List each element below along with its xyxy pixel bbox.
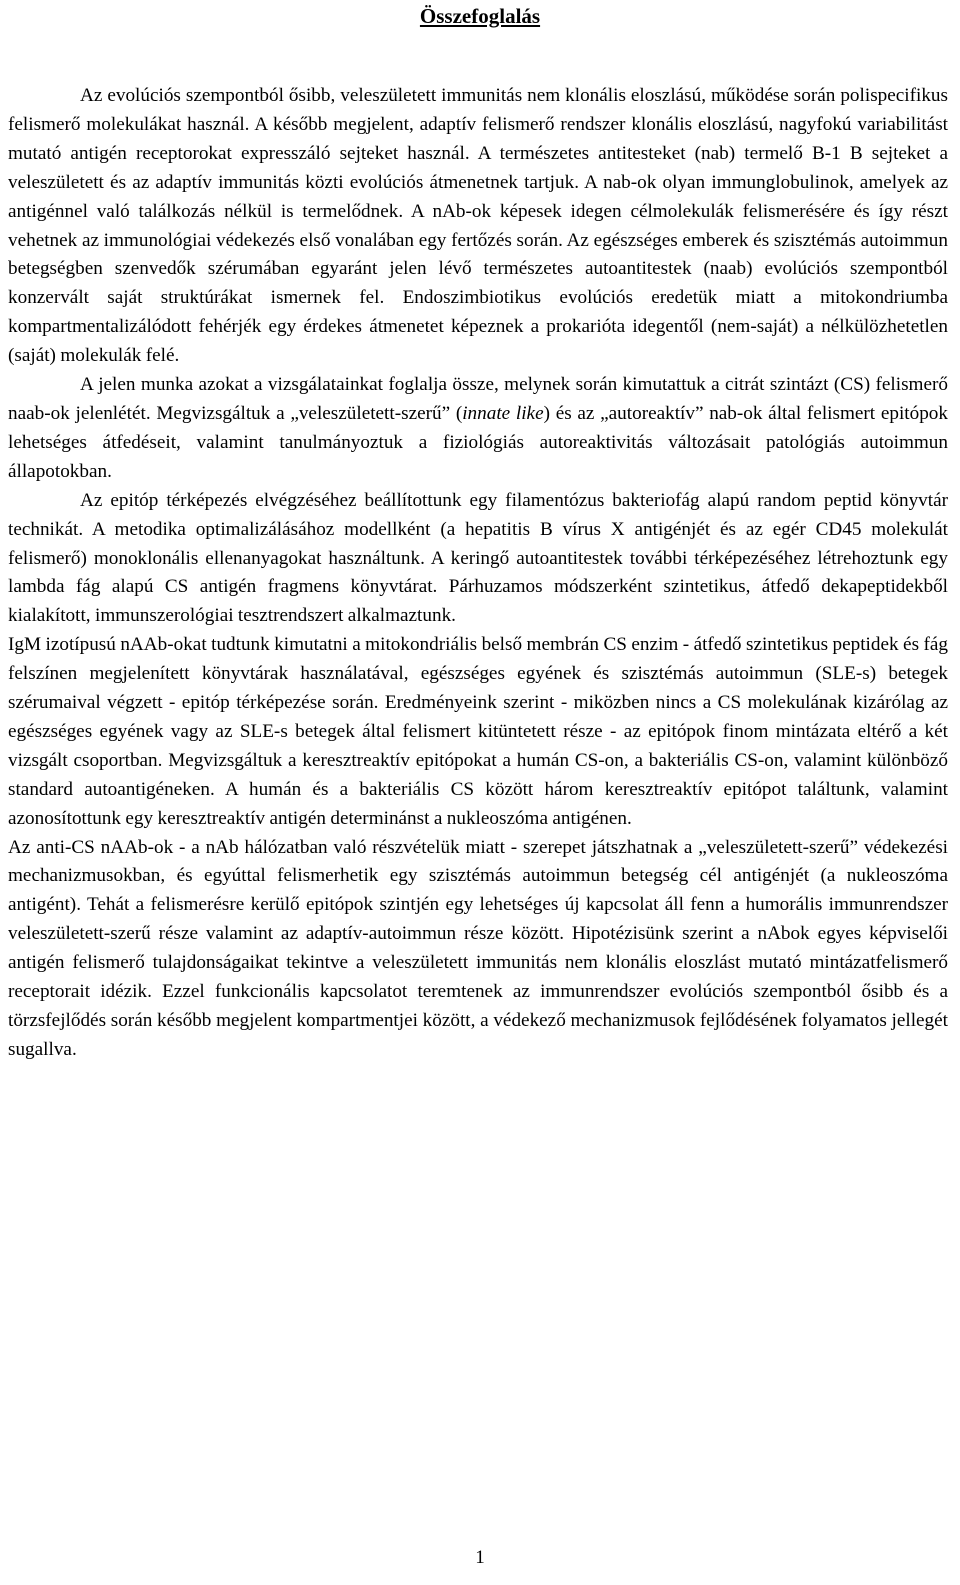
paragraph-5: Az anti-CS nAAb-ok - a nAb hálózatban való részvételük miatt - szerepet játszhatnak a „veleszületett-szerű” védekezési mechanizmusokban, és egyúttal felismerhetik egy szisztémás autoimmun betegség cél antigénjét (a nukleoszóma antigént). Tehát a felismerésre kerülő epitópok szintjén egy lehetséges új kapcsolat áll fenn a humorális immunrendszer veleszületett-szerű része valamint az adaptív-autoimmun része között. Hipotézisünk szerint a nAbok egyes képviselői antigén felismerő tulajdonságaikat tekintve a veleszületett immunitás nem klonális eloszlást mutató mintázatfelismerő receptorait idézik. Ezzel funkcionális kapcsolatot teremtenek az immunrendszer evolúciós szempontból ősibb és a törzsfejlődés során később megjelent kompartmentjei között, a védekező mechanizmusok fejlődésének folyamatos jellegét sugallva. [8,836,948,1060]
page-title: Összefoglalás [419,4,541,28]
document-body [8,82,948,1065]
paragraph-2-part-b: ) és az „autoreaktív” nab-ok által felismert epitópok lehetséges átfedéseit, valamint tanulmányoztuk a fiziológiás autoreaktivitás változásait patológiás autoimmun állapotokban. [8,402,948,482]
page-number: 1 [475,1547,485,1568]
paragraph-4: IgM izotípusú nAAb-okat tudtunk kimutatni a mitokondriális belső membrán CS enzim - átfedő szintetikus peptidek és fág felszínen megjelenített könyvtárak használatával, egészséges egyének és szisztémás autoimmun (SLE-s) betegek szérumaival végzett - epitóp térképezése során. Eredményeink szerint - miközben nincs a CS molekulának kizárólag az egészséges egyének vagy az SLE-s betegek által felismert kitüntetett része - az epitópok finom mintázata eltérő a két vizsgált csoportban. Megvizsgáltuk a keresztreaktív epitópokat a humán CS-on, a bakteriális CS-on, valamint különböző standard autoantigéneken. A humán és a bakteriális CS között három keresztreaktív epitópot találtunk, valamint azonosítottunk egy keresztreaktív antigén determinánst a nukleoszóma antigénen. [8,634,948,829]
paragraph-1: Az evolúciós szempontból ősibb, veleszületett immunitás nem klonális eloszlású, működése során polispecifikus felismerő molekulákat használ. A később megjelent, adaptív felismerő rendszer klonális eloszlású, nagyfokú variabilitást mutató antigén receptorokat expresszáló sejteket használ. A természetes antitesteket (nab) termelő B-1 B sejteket a veleszületett és az adaptív immunitás közti evolúciós átmenetnek tartjuk. A nab-ok olyan immunglobulinok, amelyek az antigénnel való találkozás nélkül is termelődnek. A nAb-ok képesek idegen célmolekulák felismerésére és így részt vehetnek az immunológiai védekezés első vonalában egy fertőzés során. Az egészséges emberek és szisztémás autoimmun betegségben szenvedők szérumában egyaránt jelen lévő természetes autoantitestek (naab) evolúciós szempontból konzervált saját struktúrákat ismernek fel. Endoszimbiotikus evolúciós eredetük miatt a mitokondriumba kompartmentalizálódott fehérjék egy érdekes átmenetet képeznek a prokarióta idegentől (nem-saját) a nélkülözhetetlen (saját) molekulák felé. [8,85,948,367]
paragraph-2-italic: innate like [462,402,544,424]
paragraph-2-part-a: A jelen munka azokat a vizsgálatainkat foglalja össze, melynek során kimutattuk a citrát szintázt (CS) felismerő naab-ok jelenlétét. Megvizsgáltuk a „veleszületett-szerű” ( [8,374,948,424]
paragraph-2 [8,371,948,487]
paragraph-3: Az epitóp térképezés elvégzéséhez beállítottunk egy filamentózus bakteriofág alapú random peptid könyvtár technikát. A metodika optimalizálásához modellként (a hepatitis B vírus X antigénjét és az egér CD45 molekulát felismerő) monoklonális ellenanyagokat használtunk. A keringő autoantitestek további térképezéséhez létrehoztunk egy lambda fág alapú CS antigén fragmens könyvtárat. Párhuzamos módszerként szintetikus, átfedő dekapeptidekből kialakított, immunszerológiai tesztrendszert alkalmaztunk. [8,489,948,627]
